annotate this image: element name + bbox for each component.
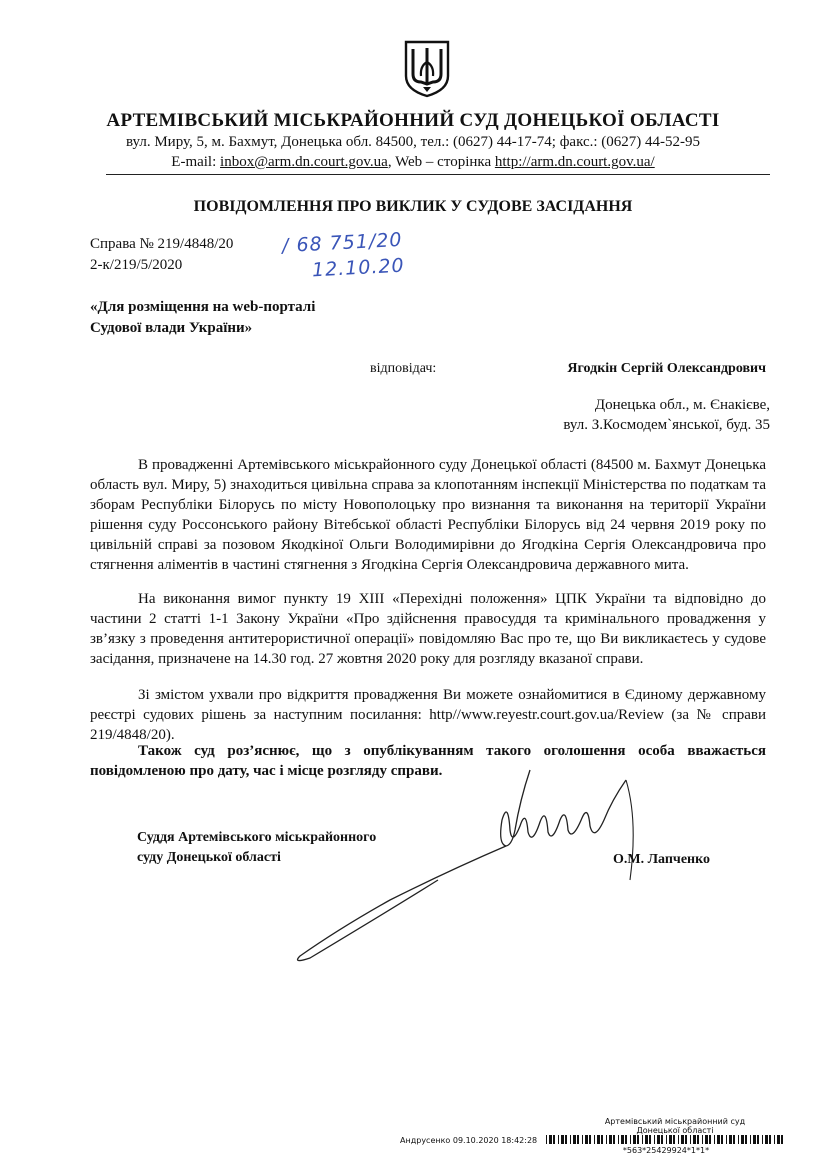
judge-title-line1: Суддя Артемівського міськрайонного: [137, 830, 377, 845]
body-paragraph-3: Зі змістом ухвали про відкриття провадження Ви можете ознайомитися в Єдиному державному реєстрі судових рішень за наступним посилання: http//www.reyestr.court.gov.ua/Review (за № справи 219/4848/20).: [90, 687, 766, 743]
notice-title: ПОВІДОМЛЕННЯ ПРО ВИКЛИК У СУДОВЕ ЗАСІДАННЯ: [193, 198, 633, 215]
respondent-address-line1: Донецька обл., м. Єнакієве,: [594, 397, 770, 413]
email-link[interactable]: inbox@arm.dn.court.gov.ua: [220, 154, 388, 170]
case-number: Справа № 219/4848/20: [90, 236, 234, 252]
respondent-name: Ягодкін Сергій Олександрович: [567, 361, 766, 376]
judge-name: О.М. Лапченко: [613, 852, 710, 867]
header-divider: [106, 174, 770, 175]
portal-note-line1: «Для розміщення на web-порталі: [90, 299, 316, 315]
handwritten-date: 12.10.20: [311, 254, 406, 282]
handwritten-signature: [270, 760, 670, 980]
web-label: , Web – сторінка: [387, 154, 495, 170]
email-label: E-mail:: [171, 154, 221, 170]
body-paragraph-1: В провадженні Артемівського міськрайонного суду Донецької області (84500 м. Бахмут Донецька область вул. Миру, 5) знаходиться цивільна справа за клопотанням інспекції Міністерства по податкам та зборам Республіки Білорусь по місту Новополоцьку про визнання та виконання на території України рішення суду Россонського району Вітебської області Республіки Білорусь від 24 червня 2019 року по цивільній справі за позовом Якодкіної Ольги Володимирівни до Ягодкіна Сергія Олександровича про стягнення аліментів в частині стягнення з Ягодкіна Сергія Олександровича державного мита.: [90, 457, 766, 573]
body-paragraph-2: На виконання вимог пункту 19 ХІІІ «Перехідні положення» ЦПК України та відповідно до частини 2 статті 1-1 Закону України «Про здійснення правосуддя та кримінального провадження у зв’язку з проведення антитерористичної операції» повідомляю Вас про те, що Ви викликаєтесь у судове засідання, призначене на 14.30 год. 27 жовтня 2020 року для розгляду вказаної справи.: [90, 591, 766, 667]
respondent-label: відповідач:: [370, 361, 437, 376]
respondent-address-line2: вул. З.Космодем`янської, буд. 35: [563, 417, 770, 433]
website-link[interactable]: http://arm.dn.court.gov.ua/: [494, 154, 655, 170]
stamp-registrar-date: Андрусенко 09.10.2020 18:42:28: [400, 1136, 538, 1145]
stamp-court-line1: Артемівський міськрайонний суд: [604, 1117, 746, 1126]
proceeding-number: 2-к/219/5/2020: [90, 257, 183, 273]
stamp-court-line2: Донецької області: [636, 1126, 714, 1135]
coat-of-arms-icon: [402, 40, 452, 98]
court-address: вул. Миру, 5, м. Бахмут, Донецька обл. 84500, тел.: (0627) 44-17-74; факс.: (0627) 44-52-95: [125, 134, 701, 150]
judge-title-line2: суду Донецької області: [137, 850, 281, 865]
barcode-icon: [546, 1135, 786, 1144]
handwritten-registration: / 68 751/20: [281, 228, 404, 258]
portal-note-line2: Судової влади України»: [90, 320, 253, 336]
court-contacts: [0, 154, 826, 171]
court-name: АРТЕМІВСЬКИЙ МІСЬКРАЙОННИЙ СУД ДОНЕЦЬКОЇ ОБЛАСТІ: [106, 110, 720, 131]
barcode-number: *563*25429924*1*1*: [622, 1146, 710, 1155]
body-paragraph-4: Також суд роз’яснює, що з опублікуванням такого оголошення особа вважається повідомленою про дату, час і місце розгляду справи.: [90, 743, 766, 779]
